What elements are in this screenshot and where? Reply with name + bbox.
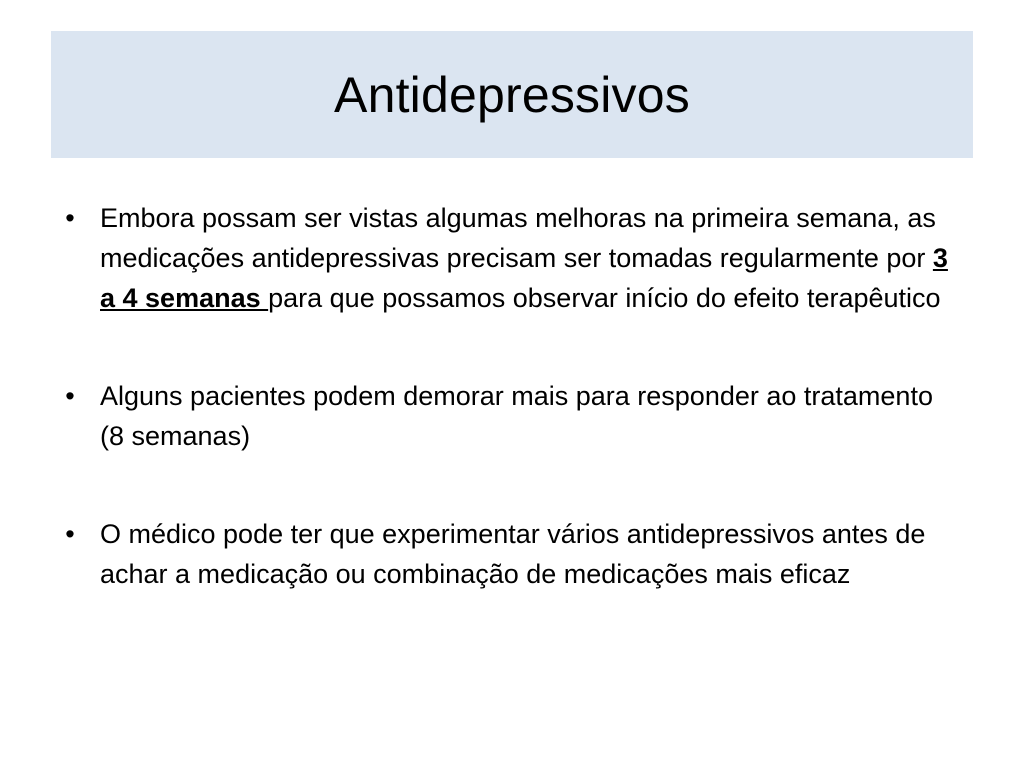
bullet-1-emphasis: 3 a 4 semanas [100, 243, 948, 313]
bullet-dot-icon: • [65, 519, 75, 549]
slide-title: Antidepressivos [334, 66, 690, 123]
bullet-item-3 [60, 514, 960, 594]
title-band [51, 31, 973, 158]
bullet-3-text: O médico pode ter que experimentar vários antidepressivos antes de achar a medicação ou combinação de medicações mais eficaz [100, 519, 926, 589]
bullet-2-text: Alguns pacientes podem demorar mais para responder ao tratamento (8 semanas) [100, 381, 933, 451]
bullet-item-1 [60, 198, 960, 318]
bullet-1-text-after: para que possamos observar início do efeito terapêutico [268, 283, 941, 313]
bullet-item-2 [60, 376, 960, 456]
bullet-dot-icon: • [65, 203, 75, 233]
bullet-1-text-before: Embora possam ser vistas algumas melhoras na primeira semana, as medicações antidepressivas precisam ser tomadas regularmente por [100, 203, 936, 273]
bullet-list [60, 198, 960, 652]
bullet-dot-icon: • [65, 381, 75, 411]
